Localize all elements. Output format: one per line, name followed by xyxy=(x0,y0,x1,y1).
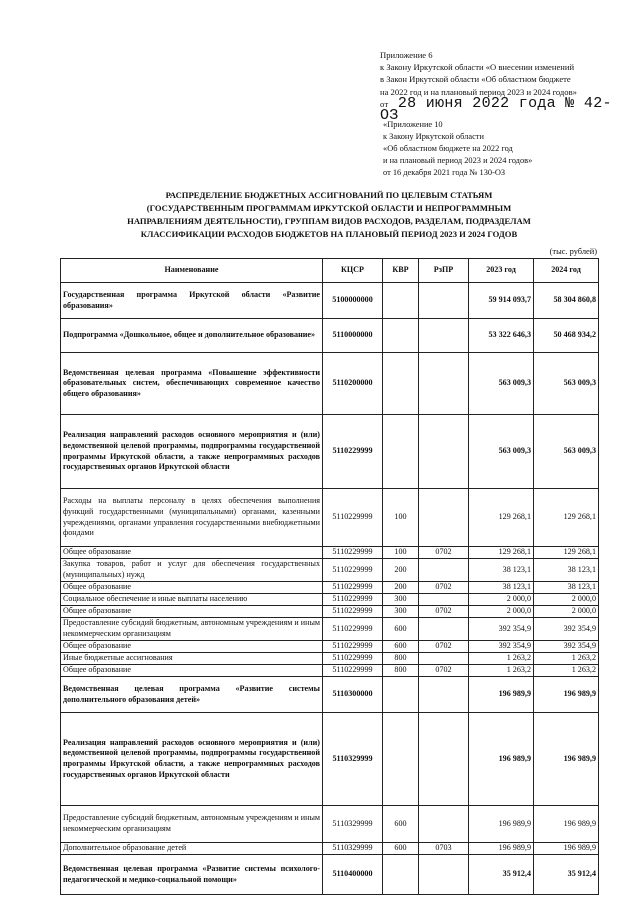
cell-kcsr: 5110229999 xyxy=(323,547,383,559)
cell-kcsr: 5110229999 xyxy=(323,594,383,606)
cell-rzpr: 0702 xyxy=(419,582,469,594)
cell-name: Социальное обеспечение и иные выплаты населению xyxy=(61,594,323,606)
cell-kcsr: 5110000000 xyxy=(323,319,383,353)
col-header-rzpr: РзПР xyxy=(419,259,469,283)
col-header-kcsr: КЦСР xyxy=(323,259,383,283)
cell-rzpr xyxy=(419,489,469,547)
cell-kvr: 600 xyxy=(383,618,419,641)
cell-2024: 2 000,0 xyxy=(534,606,599,618)
cell-name: Реализация направлений расходов основного мероприятия и (или) ведомственной целевой программы, подпрограммы государственной программы Иркутской области, а также непрограммных расходов государственных органов Иркутской области xyxy=(61,713,323,806)
table-row xyxy=(61,843,599,855)
title-line: НАПРАВЛЕНИЯМ ДЕЯТЕЛЬНОСТИ), ГРУППАМ ВИДОВ РАСХОДОВ, РАЗДЕЛАМ, ПОДРАЗДЕЛАМ xyxy=(127,216,531,226)
table-row xyxy=(61,653,599,665)
title-line: КЛАССИФИКАЦИИ РАСХОДОВ БЮДЖЕТОВ НА ПЛАНОВЫЙ ПЕРИОД 2023 И 2024 ГОДОВ xyxy=(140,229,518,239)
cell-rzpr xyxy=(419,594,469,606)
cell-2024: 196 989,9 xyxy=(534,677,599,713)
cell-kcsr: 5110229999 xyxy=(323,653,383,665)
cell-kvr xyxy=(383,283,419,319)
cell-rzpr xyxy=(419,677,469,713)
date-stamp-prefix: от xyxy=(380,98,389,109)
cell-name: Предоставление субсидий бюджетным, автономным учреждениям и иным некоммерческим организациям xyxy=(61,806,323,843)
cell-kcsr: 5110229999 xyxy=(323,582,383,594)
annex-header-line: Приложение 6 xyxy=(380,50,433,60)
cell-2024: 129 268,1 xyxy=(534,489,599,547)
cell-rzpr xyxy=(419,618,469,641)
cell-kvr: 600 xyxy=(383,806,419,843)
table-row xyxy=(61,283,599,319)
cell-rzpr xyxy=(419,806,469,843)
col-header-name: Наименование xyxy=(61,259,323,283)
cell-name: Общее образование xyxy=(61,547,323,559)
cell-name: Общее образование xyxy=(61,641,323,653)
cell-2024: 563 009,3 xyxy=(534,353,599,415)
cell-kcsr: 5110229999 xyxy=(323,606,383,618)
cell-name: Ведомственная целевая программа «Развитие системы психолого-педагогической и медико-социальной помощи» xyxy=(61,855,323,895)
cell-kvr: 200 xyxy=(383,559,419,582)
cell-2023: 1 263,2 xyxy=(469,653,534,665)
cell-kcsr: 5110200000 xyxy=(323,353,383,415)
table-row xyxy=(61,606,599,618)
cell-kvr: 200 xyxy=(383,582,419,594)
table-row xyxy=(61,677,599,713)
table-row xyxy=(61,713,599,806)
cell-kvr: 600 xyxy=(383,843,419,855)
cell-name: Предоставление субсидий бюджетным, автономным учреждениям и иным некоммерческим организациям xyxy=(61,618,323,641)
cell-kcsr: 5110329999 xyxy=(323,806,383,843)
cell-kvr xyxy=(383,319,419,353)
annex-header-line: к Закону Иркутской области xyxy=(383,132,484,141)
cell-2024: 58 304 860,8 xyxy=(534,283,599,319)
cell-kvr: 800 xyxy=(383,653,419,665)
cell-kcsr: 5110229999 xyxy=(323,415,383,489)
cell-kvr xyxy=(383,713,419,806)
cell-2024: 563 009,3 xyxy=(534,415,599,489)
table-header-row xyxy=(61,259,599,283)
cell-2024: 1 263,2 xyxy=(534,653,599,665)
cell-2024: 392 354,9 xyxy=(534,641,599,653)
cell-2023: 38 123,1 xyxy=(469,559,534,582)
cell-kvr xyxy=(383,855,419,895)
cell-rzpr: 0703 xyxy=(419,843,469,855)
cell-kcsr: 5110229999 xyxy=(323,489,383,547)
cell-2023: 53 322 646,3 xyxy=(469,319,534,353)
cell-2024: 2 000,0 xyxy=(534,594,599,606)
cell-kcsr: 5110329999 xyxy=(323,843,383,855)
cell-kcsr: 5110300000 xyxy=(323,677,383,713)
cell-2024: 196 989,9 xyxy=(534,806,599,843)
cell-2023: 563 009,3 xyxy=(469,353,534,415)
cell-rzpr xyxy=(419,319,469,353)
cell-2024: 35 912,4 xyxy=(534,855,599,895)
cell-2024: 196 989,9 xyxy=(534,713,599,806)
cell-name: Ведомственная целевая программа «Повышение эффективности образовательных систем, обеспечивающих современное качество общего образования» xyxy=(61,353,323,415)
cell-name: Государственная программа Иркутской области «Развитие образования» xyxy=(61,283,323,319)
table-row xyxy=(61,641,599,653)
cell-rzpr xyxy=(419,353,469,415)
cell-2023: 563 009,3 xyxy=(469,415,534,489)
cell-rzpr xyxy=(419,415,469,489)
table-row xyxy=(61,489,599,547)
table-row xyxy=(61,665,599,677)
cell-kvr xyxy=(383,353,419,415)
cell-kcsr: 5110329999 xyxy=(323,713,383,806)
cell-2024: 50 468 934,2 xyxy=(534,319,599,353)
cell-rzpr xyxy=(419,653,469,665)
title-line: (ГОСУДАРСТВЕННЫМ ПРОГРАММАМ ИРКУТСКОЙ ОБЛАСТИ И НЕПРОГРАММНЫМ xyxy=(146,203,512,213)
cell-2023: 196 989,9 xyxy=(469,713,534,806)
cell-kvr: 300 xyxy=(383,594,419,606)
cell-rzpr xyxy=(419,855,469,895)
cell-kcsr: 5100000000 xyxy=(323,283,383,319)
cell-2023: 2 000,0 xyxy=(469,606,534,618)
cell-rzpr xyxy=(419,713,469,806)
cell-kvr: 100 xyxy=(383,489,419,547)
cell-name: Общее образование xyxy=(61,606,323,618)
cell-rzpr xyxy=(419,283,469,319)
annex-header-line: от 16 декабря 2021 года № 130-ОЗ xyxy=(383,168,506,177)
cell-kvr: 100 xyxy=(383,547,419,559)
annex-header-line: «Приложение 10 xyxy=(383,120,443,129)
cell-name: Закупка товаров, работ и услуг для обеспечения государственных (муниципальных) нужд xyxy=(61,559,323,582)
title-line: РАСПРЕДЕЛЕНИЕ БЮДЖЕТНЫХ АССИГНОВАНИЙ ПО ЦЕЛЕВЫМ СТАТЬЯМ xyxy=(165,190,493,200)
cell-2024: 38 123,1 xyxy=(534,582,599,594)
table-row xyxy=(61,415,599,489)
cell-rzpr: 0702 xyxy=(419,547,469,559)
cell-kvr xyxy=(383,677,419,713)
cell-name: Иные бюджетные ассигнования xyxy=(61,653,323,665)
cell-2023: 1 263,2 xyxy=(469,665,534,677)
cell-2023: 392 354,9 xyxy=(469,618,534,641)
cell-2023: 196 989,9 xyxy=(469,843,534,855)
annex-header-line: и на плановый период 2023 и 2024 годов» xyxy=(383,156,533,165)
cell-2023: 35 912,4 xyxy=(469,855,534,895)
cell-2023: 196 989,9 xyxy=(469,677,534,713)
cell-name: Реализация направлений расходов основного мероприятия и (или) ведомственной целевой программы, подпрограммы государственной программы Иркутской области, а также непрограммных расходов государственных органов Иркутской области xyxy=(61,415,323,489)
cell-2024: 1 263,2 xyxy=(534,665,599,677)
cell-name: Общее образование xyxy=(61,582,323,594)
table-row xyxy=(61,806,599,843)
table-row xyxy=(61,547,599,559)
cell-2023: 129 268,1 xyxy=(469,547,534,559)
cell-kvr: 300 xyxy=(383,606,419,618)
cell-2023: 38 123,1 xyxy=(469,582,534,594)
annex-header-line: «Об областном бюджете на 2022 год xyxy=(383,144,513,153)
budget-table xyxy=(60,258,599,895)
table-row xyxy=(61,353,599,415)
cell-kcsr: 5110400000 xyxy=(323,855,383,895)
cell-rzpr: 0702 xyxy=(419,641,469,653)
cell-kcsr: 5110229999 xyxy=(323,618,383,641)
table-row xyxy=(61,559,599,582)
table-row xyxy=(61,618,599,641)
table-row xyxy=(61,319,599,353)
annex-header-line: к Закону Иркутской области «О внесении изменений xyxy=(380,62,575,73)
cell-name: Дополнительное образование детей xyxy=(61,843,323,855)
cell-kcsr: 5110229999 xyxy=(323,641,383,653)
cell-name: Ведомственная целевая программа «Развитие системы дополнительного образования детей» xyxy=(61,677,323,713)
cell-2024: 196 989,9 xyxy=(534,843,599,855)
cell-kcsr: 5110229999 xyxy=(323,559,383,582)
cell-2023: 2 000,0 xyxy=(469,594,534,606)
cell-name: Подпрограмма «Дошкольное, общее и дополнительное образование» xyxy=(61,319,323,353)
cell-name: Общее образование xyxy=(61,665,323,677)
cell-2023: 196 989,9 xyxy=(469,806,534,843)
cell-2024: 129 268,1 xyxy=(534,547,599,559)
cell-kcsr: 5110229999 xyxy=(323,665,383,677)
col-header-2024: 2024 год xyxy=(534,259,599,283)
cell-2023: 59 914 093,7 xyxy=(469,283,534,319)
date-stamp-text: 28 июня 2022 года № 42-ОЗ xyxy=(380,94,612,125)
units-label: (тыс. рублей) xyxy=(549,247,597,256)
cell-kvr xyxy=(383,415,419,489)
col-header-kvr: КВР xyxy=(383,259,419,283)
table-row xyxy=(61,594,599,606)
document-title xyxy=(60,189,598,241)
original-annex-header xyxy=(383,119,633,179)
annex-header-line: в Закон Иркутской области «Об областном бюджете xyxy=(380,74,571,85)
cell-name: Расходы на выплаты персоналу в целях обеспечения выполнения функций государственными (муниципальными) органами, казенными учреждениями, органами управления государственными внебюджетными фондами xyxy=(61,489,323,547)
cell-rzpr: 0702 xyxy=(419,606,469,618)
cell-kvr: 600 xyxy=(383,641,419,653)
cell-2024: 392 354,9 xyxy=(534,618,599,641)
cell-2023: 129 268,1 xyxy=(469,489,534,547)
cell-rzpr xyxy=(419,559,469,582)
col-header-2023: 2023 год xyxy=(469,259,534,283)
table-row xyxy=(61,855,599,895)
table-row xyxy=(61,582,599,594)
cell-2024: 38 123,1 xyxy=(534,559,599,582)
annex-header-line: на 2022 год и на плановый период 2023 и 2024 годов» xyxy=(380,86,577,97)
cell-kvr: 800 xyxy=(383,665,419,677)
cell-2023: 392 354,9 xyxy=(469,641,534,653)
cell-rzpr: 0702 xyxy=(419,665,469,677)
